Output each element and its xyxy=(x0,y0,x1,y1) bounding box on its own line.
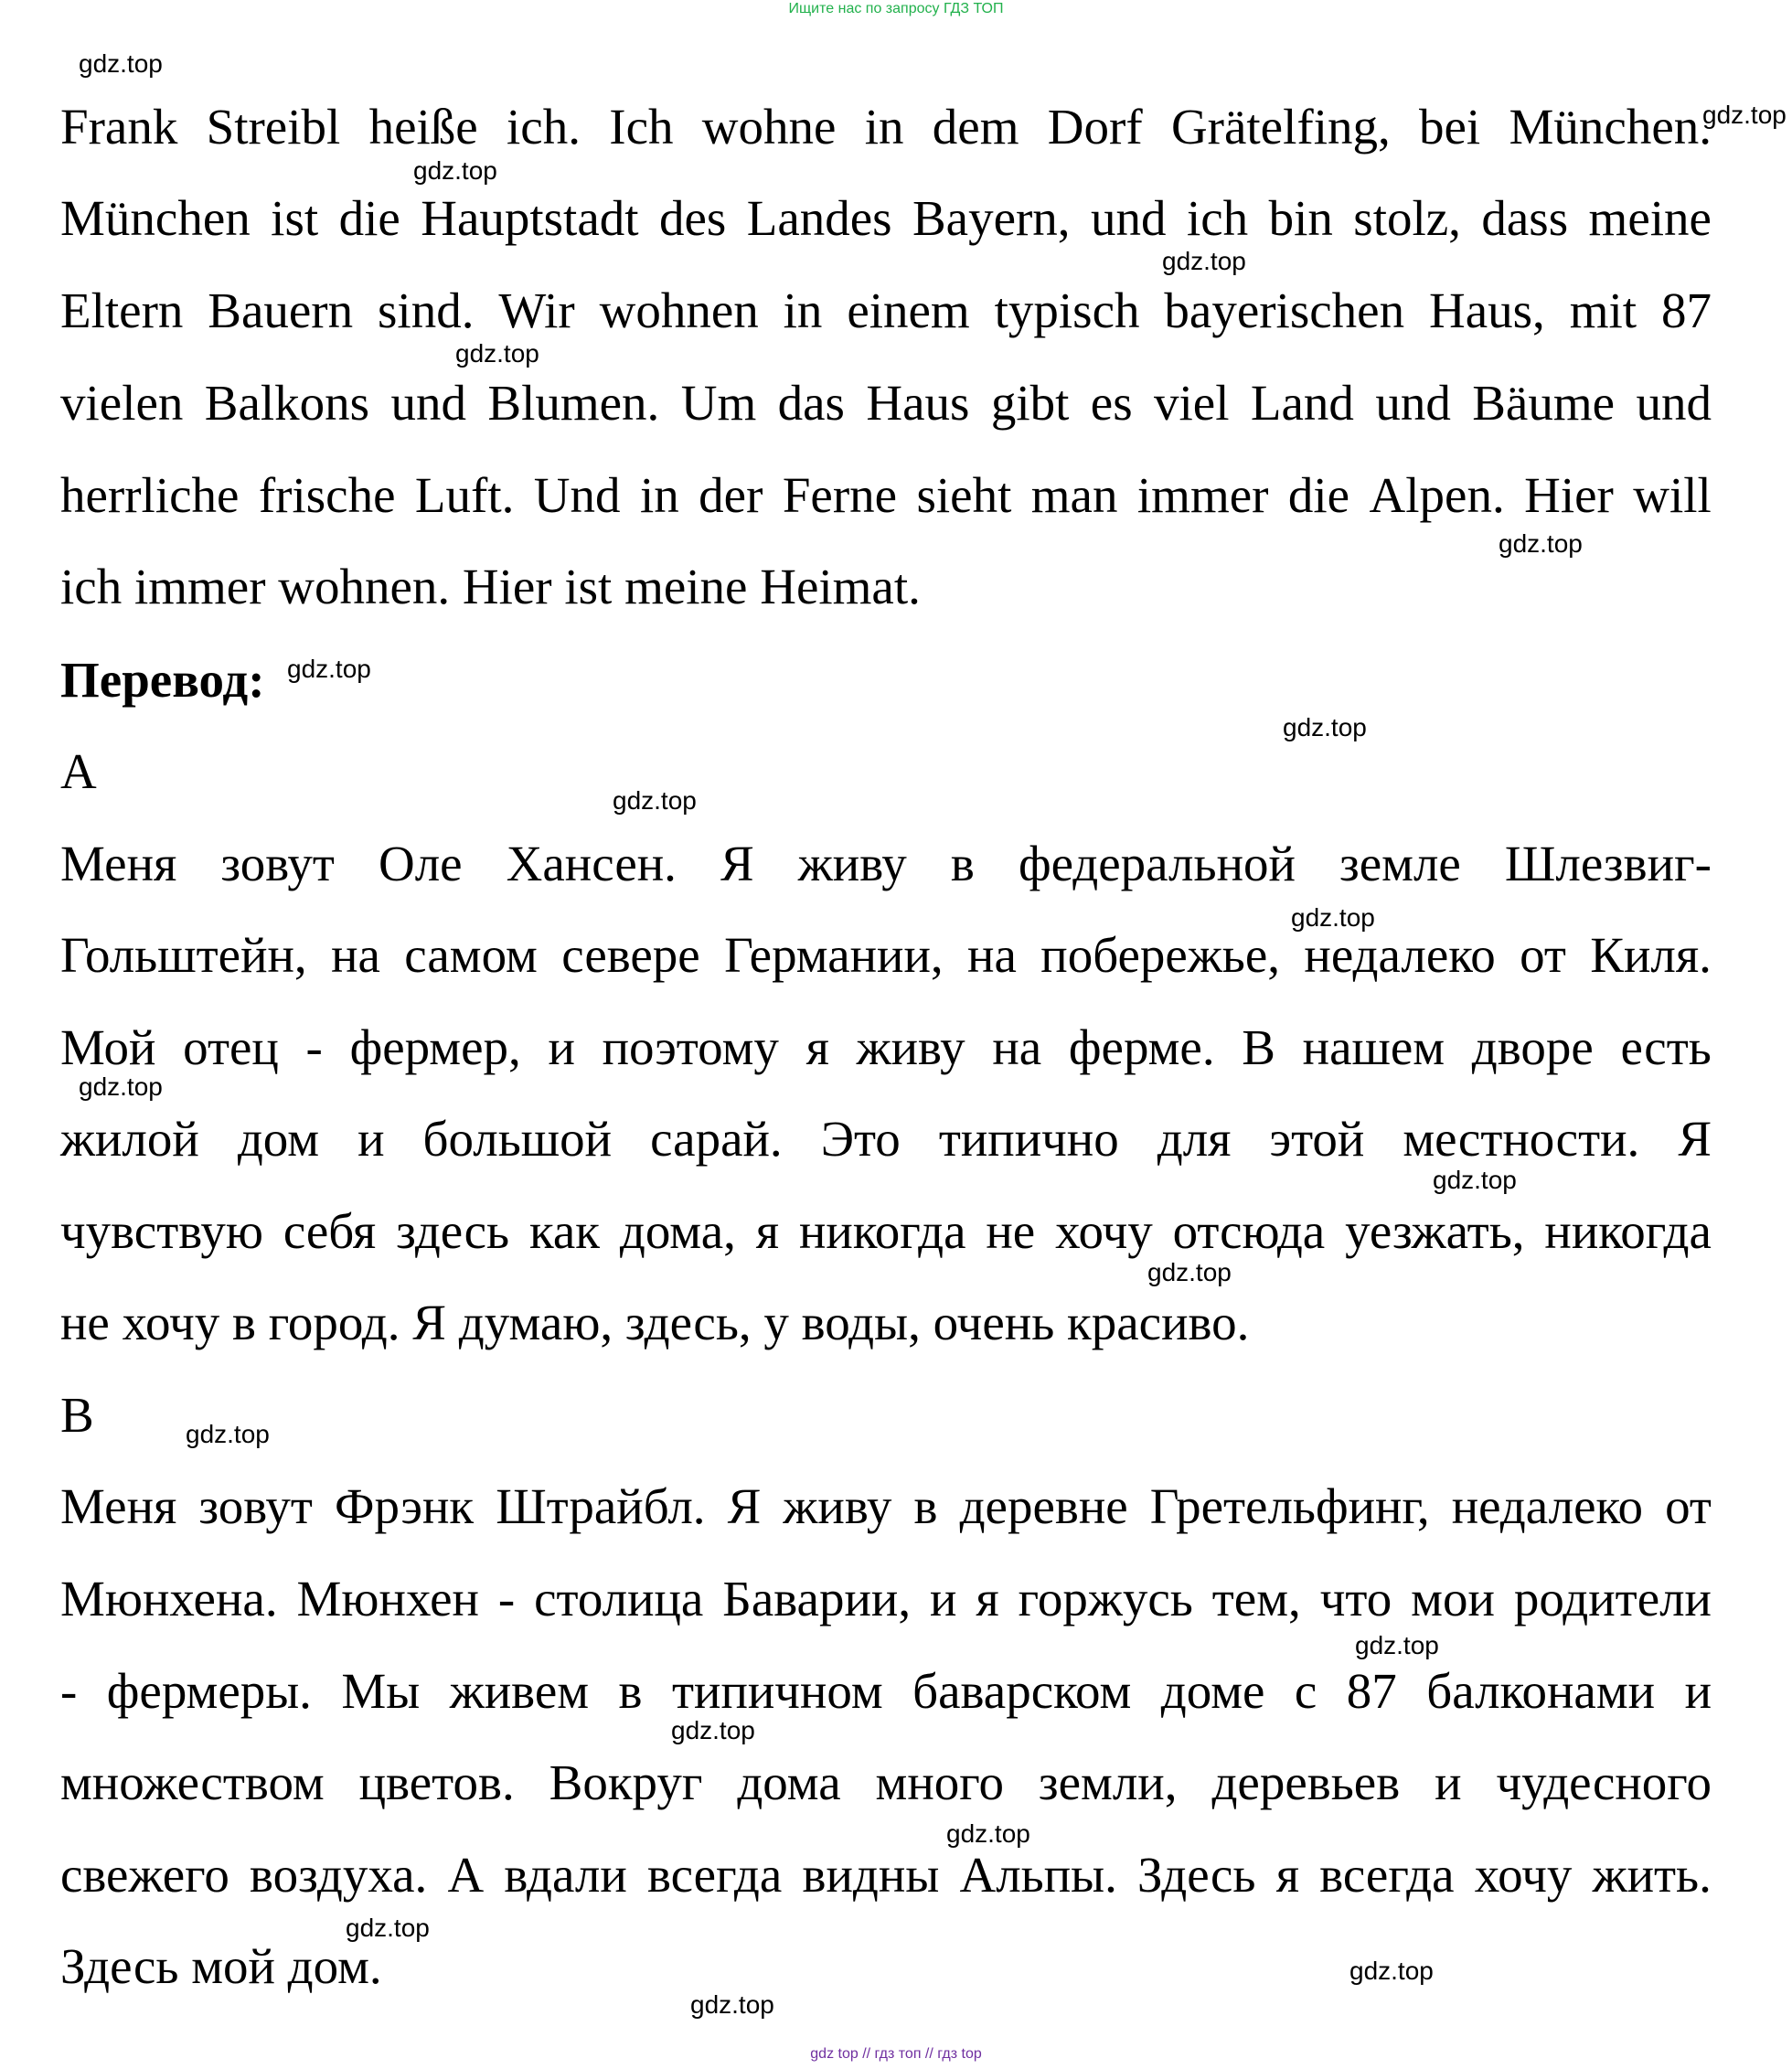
word: sieht xyxy=(916,467,1012,523)
word: живем xyxy=(449,1663,590,1719)
word: stolz, xyxy=(1353,190,1461,246)
watermark: gdz.top xyxy=(1291,903,1375,932)
word: Ferne xyxy=(782,467,898,523)
word: большой xyxy=(422,1111,613,1167)
word: Хансен. xyxy=(506,836,677,891)
word: зовут xyxy=(220,836,335,891)
watermark: gdz.top xyxy=(287,655,371,683)
word: bayerischen xyxy=(1164,283,1405,338)
word: и xyxy=(1684,1663,1712,1719)
word: Ich xyxy=(609,99,674,155)
word: Меня xyxy=(60,836,177,891)
word: и xyxy=(1435,1754,1462,1810)
word: этой xyxy=(1269,1111,1365,1167)
word: тем, xyxy=(1211,1571,1301,1626)
word: Bäume xyxy=(1472,375,1616,431)
word: всегда xyxy=(646,1847,783,1903)
word: недалеко xyxy=(1451,1478,1643,1534)
word: Hier xyxy=(1524,467,1614,523)
word: я xyxy=(1275,1847,1299,1903)
section-a-line-2 xyxy=(60,925,1712,986)
word: и xyxy=(357,1111,385,1167)
word: dass xyxy=(1481,190,1569,246)
word: чувствую xyxy=(60,1203,263,1259)
word: местности. xyxy=(1403,1111,1640,1167)
word: einem xyxy=(847,283,970,338)
word: чудесного xyxy=(1496,1754,1712,1810)
word: Гольштейн, xyxy=(60,927,307,983)
word: родители xyxy=(1513,1571,1712,1626)
word: побережье, xyxy=(1040,927,1281,983)
word: земли, xyxy=(1038,1754,1178,1810)
word: жилой xyxy=(60,1111,199,1167)
word: Land xyxy=(1250,375,1354,431)
section-a-line-4 xyxy=(60,1109,1712,1169)
word: поэтому xyxy=(602,1019,779,1075)
word: всегда xyxy=(1319,1847,1455,1903)
word: Мюнхен xyxy=(296,1571,479,1626)
word: das xyxy=(777,375,845,431)
word: уезжать, xyxy=(1345,1203,1525,1259)
word: цветов. xyxy=(358,1754,515,1810)
word: в xyxy=(950,836,975,891)
word: typisch xyxy=(994,283,1140,338)
word: München xyxy=(60,190,251,246)
word: herrliche xyxy=(60,467,240,523)
word: und xyxy=(390,375,466,431)
word: Luft. xyxy=(414,467,515,523)
watermark: gdz.top xyxy=(413,156,497,185)
word: деревьев xyxy=(1211,1754,1401,1810)
word: Меня xyxy=(60,1478,177,1534)
section-b-line-1 xyxy=(60,1477,1712,1537)
word: ich xyxy=(1186,190,1249,246)
word: Alpen. xyxy=(1369,467,1505,523)
word: Киля. xyxy=(1590,927,1712,983)
word: in xyxy=(864,99,904,155)
word: хочу xyxy=(1055,1203,1153,1259)
section-b-label: B xyxy=(60,1387,94,1443)
section-b-line-6: Здесь мой дом. xyxy=(60,1938,382,1994)
section-b-line-4 xyxy=(60,1753,1712,1813)
word: деревне xyxy=(959,1478,1128,1534)
word: фермер, xyxy=(349,1019,521,1075)
word: на xyxy=(331,927,380,983)
word: und xyxy=(1636,375,1712,431)
word: Blumen. xyxy=(487,375,660,431)
word: типичном xyxy=(671,1663,883,1719)
word: - xyxy=(497,1571,516,1626)
section-a-line-1 xyxy=(60,834,1712,894)
word: Bauern xyxy=(208,283,354,338)
section-b-line-3 xyxy=(60,1661,1712,1722)
word: Я xyxy=(720,836,754,891)
word: вдали xyxy=(504,1847,627,1903)
word: es xyxy=(1090,375,1133,431)
word: с xyxy=(1294,1663,1317,1719)
watermark: gdz.top xyxy=(613,786,697,815)
word: дворе xyxy=(1471,1019,1594,1075)
word: Германии, xyxy=(724,927,944,983)
word: в xyxy=(913,1478,938,1534)
word: Streibl xyxy=(206,99,341,155)
word: есть xyxy=(1620,1019,1712,1075)
word: sind. xyxy=(378,283,475,338)
word: доме xyxy=(1160,1663,1265,1719)
word: недалеко xyxy=(1304,927,1496,983)
word: viel xyxy=(1154,375,1230,431)
watermark: gdz.top xyxy=(1283,713,1367,741)
word: на xyxy=(992,1019,1042,1075)
watermark: gdz.top xyxy=(690,1990,774,2019)
word: Штрайбл. xyxy=(496,1478,706,1534)
word: Hauptstadt xyxy=(421,190,639,246)
word: des xyxy=(658,190,727,246)
word: 87 xyxy=(1346,1663,1397,1719)
german-line-4 xyxy=(60,373,1712,433)
word: Здесь xyxy=(1137,1847,1256,1903)
word: фермеры. xyxy=(106,1663,312,1719)
word: воздуха. xyxy=(250,1847,428,1903)
section-a-label: A xyxy=(60,743,97,799)
word: und xyxy=(1375,375,1451,431)
word: дома xyxy=(737,1754,841,1810)
word: столица xyxy=(534,1571,704,1626)
word: Um xyxy=(680,375,757,431)
section-a-line-6: не хочу в город. Я думаю, здесь, у воды, очень красиво. xyxy=(60,1295,1250,1350)
word: Гретельфинг, xyxy=(1149,1478,1430,1534)
word: федеральной xyxy=(1018,836,1296,891)
word: что xyxy=(1319,1571,1392,1626)
watermark: gdz.top xyxy=(1499,529,1583,558)
word: нашем xyxy=(1302,1019,1445,1075)
word: много xyxy=(875,1754,1004,1810)
word: А xyxy=(447,1847,485,1903)
german-line-1 xyxy=(60,97,1712,157)
word: mit xyxy=(1569,283,1637,338)
word: in xyxy=(639,467,679,523)
section-b-line-2 xyxy=(60,1569,1712,1629)
watermark: gdz.top xyxy=(671,1716,755,1744)
word: живу xyxy=(797,836,907,891)
word: зовут xyxy=(198,1478,313,1534)
word: gibt xyxy=(990,375,1070,431)
word: Wir xyxy=(498,283,575,338)
word: Оле xyxy=(379,836,463,891)
word: балконами xyxy=(1426,1663,1656,1719)
word: Я xyxy=(727,1478,762,1534)
word: живу xyxy=(783,1478,892,1534)
word: в xyxy=(618,1663,643,1719)
german-line-2 xyxy=(60,188,1712,249)
word: горжусь xyxy=(1018,1571,1193,1626)
watermark: gdz.top xyxy=(1349,1957,1434,1985)
word: der xyxy=(699,467,763,523)
word: на xyxy=(967,927,1017,983)
word: отец xyxy=(183,1019,279,1075)
word: Balkons xyxy=(204,375,370,431)
word: ist xyxy=(271,190,319,246)
watermark: gdz.top xyxy=(1433,1166,1517,1194)
word: и xyxy=(548,1019,575,1075)
word: ich. xyxy=(507,99,581,155)
word: здесь xyxy=(396,1203,510,1259)
word: meine xyxy=(1588,190,1712,246)
word: я xyxy=(976,1571,999,1626)
word: мои xyxy=(1411,1571,1495,1626)
word: - xyxy=(60,1663,78,1719)
word: баварском xyxy=(912,1663,1132,1719)
word: живу xyxy=(856,1019,965,1075)
watermark: gdz.top xyxy=(946,1819,1030,1848)
section-b-line-5 xyxy=(60,1845,1712,1905)
watermark: gdz.top xyxy=(346,1914,430,1942)
word: Eltern xyxy=(60,283,184,338)
word: для xyxy=(1157,1111,1232,1167)
word: земле xyxy=(1339,836,1461,891)
section-a-line-3 xyxy=(60,1018,1712,1078)
word: bei xyxy=(1419,99,1481,155)
section-a-line-5 xyxy=(60,1201,1712,1262)
word: не xyxy=(986,1203,1036,1259)
footer-banner: gdz top // гдз топ // гдз top xyxy=(810,2046,982,2062)
word: wohnen xyxy=(599,283,759,338)
word: видны xyxy=(802,1847,940,1903)
word: Und xyxy=(533,467,621,523)
word: ферме. xyxy=(1068,1019,1215,1075)
word: wohne xyxy=(701,99,837,155)
word: Мы xyxy=(341,1663,421,1719)
word: 87 xyxy=(1660,283,1712,338)
word: heiße xyxy=(368,99,478,155)
word: я xyxy=(755,1203,780,1259)
word: севере xyxy=(561,927,700,983)
word: жить. xyxy=(1592,1847,1712,1903)
word: Landes xyxy=(746,190,892,246)
watermark: gdz.top xyxy=(1162,247,1246,275)
word: Фрэнк xyxy=(335,1478,475,1534)
german-line-6: ich immer wohnen. Hier ist meine Heimat. xyxy=(60,559,921,614)
word: Мюнхена. xyxy=(60,1571,278,1626)
word: Мой xyxy=(60,1019,156,1075)
word: Это xyxy=(820,1111,901,1167)
word: bin xyxy=(1268,190,1333,246)
word: отсюда xyxy=(1172,1203,1326,1259)
word: frische xyxy=(258,467,396,523)
word: В xyxy=(1242,1019,1275,1075)
word: типично xyxy=(938,1111,1119,1167)
word: vielen xyxy=(60,375,184,431)
word: Альпы. xyxy=(959,1847,1117,1903)
word: как xyxy=(528,1203,600,1259)
word: immer xyxy=(1136,467,1269,523)
word: Вокруг xyxy=(549,1754,703,1810)
word: никогда xyxy=(1544,1203,1712,1259)
word: will xyxy=(1633,467,1712,523)
word: я xyxy=(805,1019,829,1075)
watermark: gdz.top xyxy=(186,1420,270,1448)
watermark: gdz.top xyxy=(1702,101,1787,129)
translation-heading: Перевод: xyxy=(60,652,265,708)
word: Я xyxy=(1678,1111,1712,1167)
word: die xyxy=(338,190,400,246)
word: себя xyxy=(283,1203,377,1259)
word: свежего xyxy=(60,1847,229,1903)
watermark: gdz.top xyxy=(1355,1631,1439,1659)
word: Dorf xyxy=(1047,99,1143,155)
word: in xyxy=(783,283,823,338)
word: - xyxy=(305,1019,323,1075)
word: от xyxy=(1520,927,1566,983)
word: Grätelfing, xyxy=(1170,99,1391,155)
word: от xyxy=(1665,1478,1712,1534)
search-banner: Ищите нас по запросу ГДЗ ТОП xyxy=(788,1,1004,16)
watermark: gdz.top xyxy=(1147,1258,1232,1286)
watermark: gdz.top xyxy=(455,339,539,368)
word: хочу xyxy=(1474,1847,1573,1903)
word: Haus, xyxy=(1428,283,1545,338)
word: и xyxy=(930,1571,957,1626)
word: und xyxy=(1091,190,1167,246)
watermark: gdz.top xyxy=(79,49,163,78)
word: множеством xyxy=(60,1754,325,1810)
word: сарай. xyxy=(650,1111,783,1167)
word: München. xyxy=(1509,99,1712,155)
german-line-5 xyxy=(60,465,1712,526)
word: Haus xyxy=(866,375,970,431)
german-line-3 xyxy=(60,281,1712,341)
word: Frank xyxy=(60,99,178,155)
word: Баварии, xyxy=(722,1571,912,1626)
word: самом xyxy=(404,927,538,983)
word: Bayern, xyxy=(912,190,1071,246)
word: дома, xyxy=(619,1203,736,1259)
word: Шлезвиг- xyxy=(1504,836,1712,891)
word: никогда xyxy=(798,1203,966,1259)
word: die xyxy=(1287,467,1350,523)
watermark: gdz.top xyxy=(79,1072,163,1101)
word: дом xyxy=(237,1111,320,1167)
word: dem xyxy=(932,99,1019,155)
word: man xyxy=(1030,467,1118,523)
